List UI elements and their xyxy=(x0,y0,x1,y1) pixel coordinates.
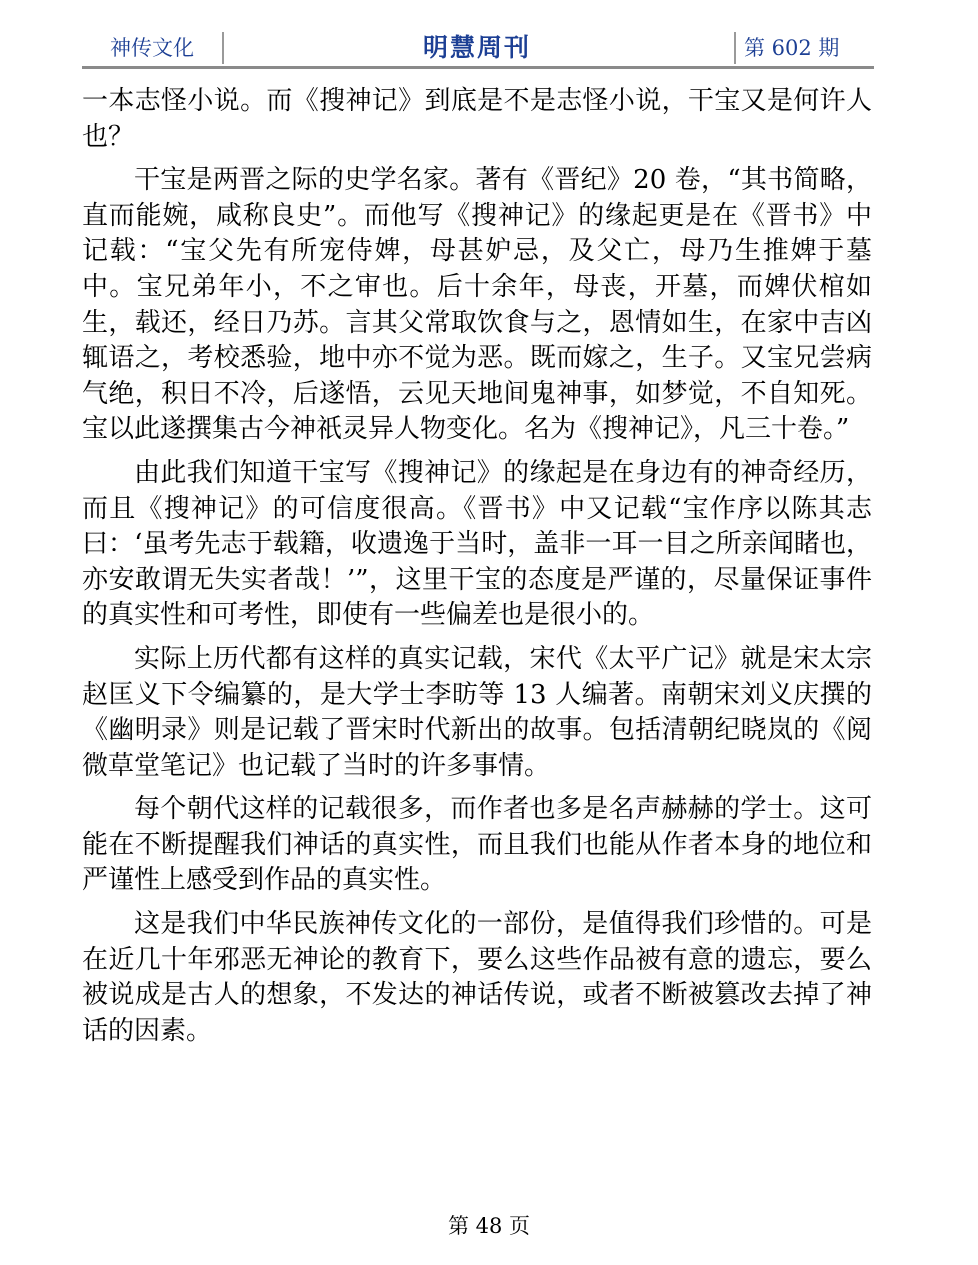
page-number: 第 48 页 xyxy=(447,1214,531,1238)
publication-title: 明慧周刊 xyxy=(422,33,531,62)
header-rule xyxy=(82,66,874,69)
paragraph: 实际上历代都有这样的真实记载，宋代《太平广记》就是宋太宗赵匡义下令编纂的，是大学士李昉等 13 人编著。南朝宋刘义庆撰的《幽明录》则是记载了晋宋时代新出的故事。包括清朝纪晓岚的《阅微草堂笔记》也记载了当时的许多事情。 xyxy=(82,643,872,781)
paragraph: 干宝是两晋之际的史学名家。著有《晋纪》20 卷，“其书简略，直而能婉，咸称良史”。而他写《搜神记》的缘起更是在《晋书》中记载：“宝父先有所宠侍婢，母甚妒忌，及父亡，母乃生推婢于墓中。宝兄弟年小，不之审也。后十余年，母丧，开墓，而婢伏棺如生，载还，经日乃苏。言其父常取饮食与之，恩情如生，在家中吉凶辄语之，考校悉验，地中亦不觉为恶。既而嫁之，生子。又宝兄尝病气绝，积日不冷，后遂悟，云见天地间鬼神事，如梦觉，不自知死。宝以此遂撰集古今神祇灵异人物变化。名为《搜神记》，凡三十卷。” xyxy=(82,165,872,445)
paragraph: 由此我们知道干宝写《搜神记》的缘起是在身边有的神奇经历，而且《搜神记》的可信度很高。《晋书》中又记载“宝作序以陈其志曰：‘虽考先志于载籍，收遗逸于当时，盖非一耳一目之所亲闻睹也，亦安敢谓无失实者哉！’”，这里干宝的态度是严谨的，尽量保证事件的真实性和可考性，即使有一些偏差也是很小的。 xyxy=(82,457,872,631)
paragraph: 这是我们中华民族神传文化的一部份，是值得我们珍惜的。可是在近几十年邪恶无神论的教育下，要么这些作品被有意的遗忘，要么被说成是古人的想象，不发达的神话传说，或者不断被篡改去掉了神话的因素。 xyxy=(82,909,872,1046)
section-label: 神传文化 xyxy=(110,36,194,60)
paragraph-continuation: 一本志怪小说。而《搜神记》到底是不是志怪小说，干宝又是何许人也？ xyxy=(82,86,872,152)
paragraph: 每个朝代这样的记载很多，而作者也多是名声赫赫的学士。这可能在不断提醒我们神话的真实性，而且我们也能从作者本身的地位和严谨性上感受到作品的真实性。 xyxy=(82,794,872,896)
header-divider-right xyxy=(734,32,736,64)
issue-number: 第 602 期 xyxy=(744,36,840,60)
page-header xyxy=(82,28,872,68)
article-body xyxy=(82,84,872,1057)
